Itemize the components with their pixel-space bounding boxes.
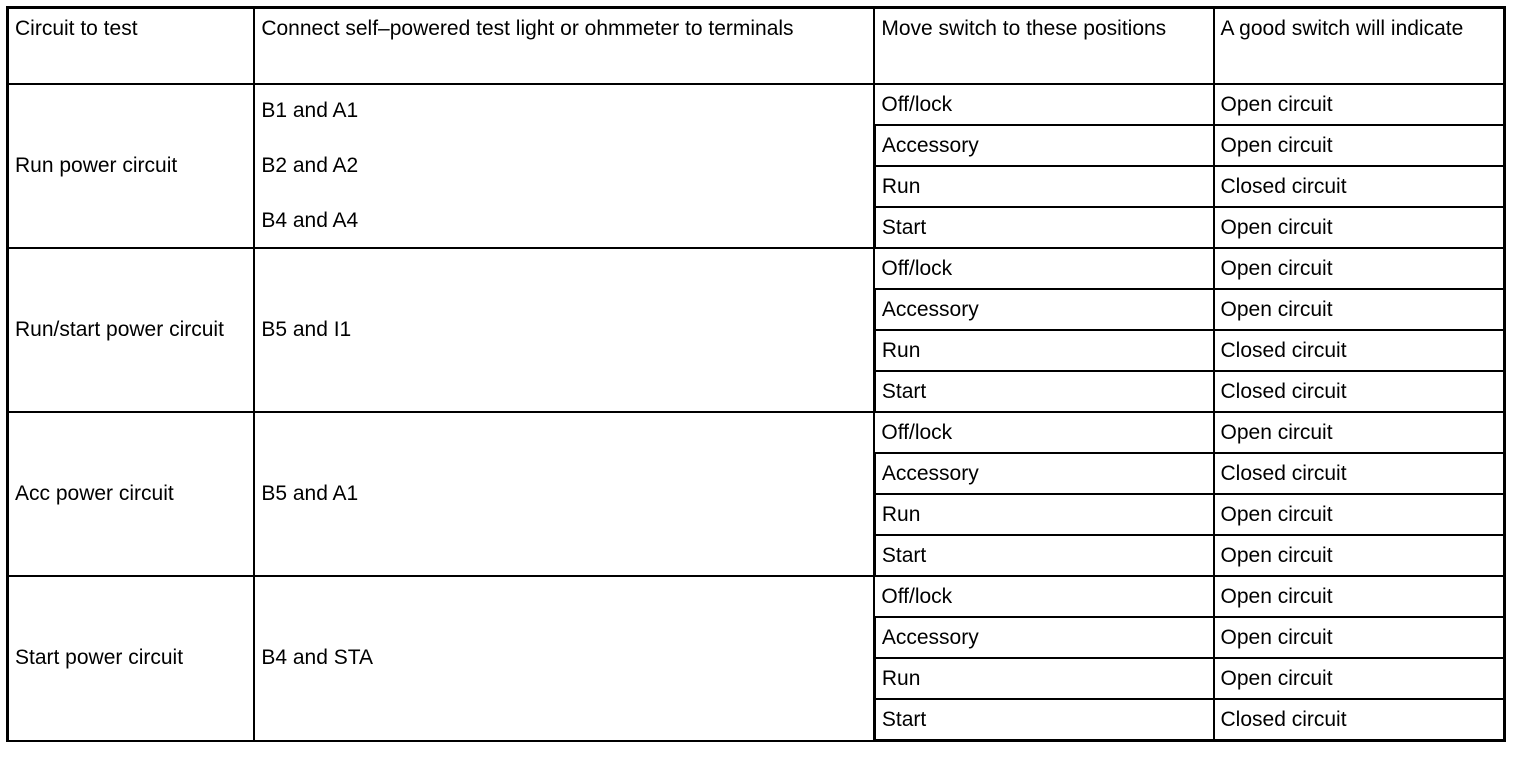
expected-result-cell: Closed circuit [1214, 453, 1505, 494]
expected-result-cell: Open circuit [1214, 289, 1505, 330]
terminal-pair: B1 and A1 [261, 99, 359, 122]
switch-position-cell: Off/lock [874, 84, 1213, 125]
terminals-cell [254, 248, 874, 412]
terminal-pair: B4 and STA [261, 646, 373, 670]
header-switch-positions: Move switch to these positions [874, 8, 1213, 85]
switch-position-cell: Accessory [874, 289, 1213, 330]
circuit-name-cell: Run/start power circuit [8, 248, 255, 412]
switch-position-cell: Start [874, 207, 1213, 248]
switch-position-cell: Accessory [874, 453, 1213, 494]
circuit-name-cell: Start power circuit [8, 576, 255, 741]
ignition-switch-test-table [6, 6, 1506, 742]
expected-result-cell: Closed circuit [1214, 699, 1505, 741]
terminals-cell [254, 84, 874, 248]
expected-result-cell: Open circuit [1214, 248, 1505, 289]
switch-position-cell: Start [874, 699, 1213, 741]
expected-result-cell: Open circuit [1214, 535, 1505, 576]
header-expected-result: A good switch will indicate [1214, 8, 1505, 85]
expected-result-cell: Open circuit [1214, 84, 1505, 125]
header-terminals: Connect self–powered test light or ohmmeter to terminals [254, 8, 874, 85]
terminals-cell [254, 412, 874, 576]
table-row [8, 412, 1505, 453]
switch-position-cell: Run [874, 494, 1213, 535]
switch-position-cell: Start [874, 371, 1213, 412]
expected-result-cell: Closed circuit [1214, 330, 1505, 371]
switch-position-cell: Start [874, 535, 1213, 576]
terminals-cell [254, 576, 874, 741]
expected-result-cell: Open circuit [1214, 658, 1505, 699]
switch-position-cell: Run [874, 658, 1213, 699]
expected-result-cell: Open circuit [1214, 576, 1505, 617]
circuit-name-cell: Acc power circuit [8, 412, 255, 576]
switch-position-cell: Run [874, 166, 1213, 207]
switch-position-cell: Accessory [874, 125, 1213, 166]
header-circuit-to-test: Circuit to test [8, 8, 255, 85]
table-row [8, 248, 1505, 289]
table-row [8, 84, 1505, 125]
circuit-name-cell: Run power circuit [8, 84, 255, 248]
switch-position-cell: Off/lock [874, 576, 1213, 617]
table-row [8, 576, 1505, 617]
expected-result-cell: Open circuit [1214, 207, 1505, 248]
expected-result-cell: Open circuit [1214, 494, 1505, 535]
terminal-pair: B5 and A1 [261, 482, 359, 505]
switch-position-cell: Accessory [874, 617, 1213, 658]
expected-result-cell: Open circuit [1214, 125, 1505, 166]
terminal-pair: B5 and I1 [261, 318, 352, 341]
switch-position-cell: Run [874, 330, 1213, 371]
expected-result-cell: Closed circuit [1214, 371, 1505, 412]
terminal-list [261, 96, 873, 236]
expected-result-cell: Closed circuit [1214, 166, 1505, 207]
expected-result-cell: Open circuit [1214, 412, 1505, 453]
table-header-row [8, 8, 1505, 85]
expected-result-cell: Open circuit [1214, 617, 1505, 658]
terminal-pair: B2 and A2 [261, 154, 359, 177]
switch-position-cell: Off/lock [874, 412, 1213, 453]
switch-position-cell: Off/lock [874, 248, 1213, 289]
terminal-pair: B4 and A4 [261, 209, 359, 232]
document-sheet [6, 6, 1506, 742]
